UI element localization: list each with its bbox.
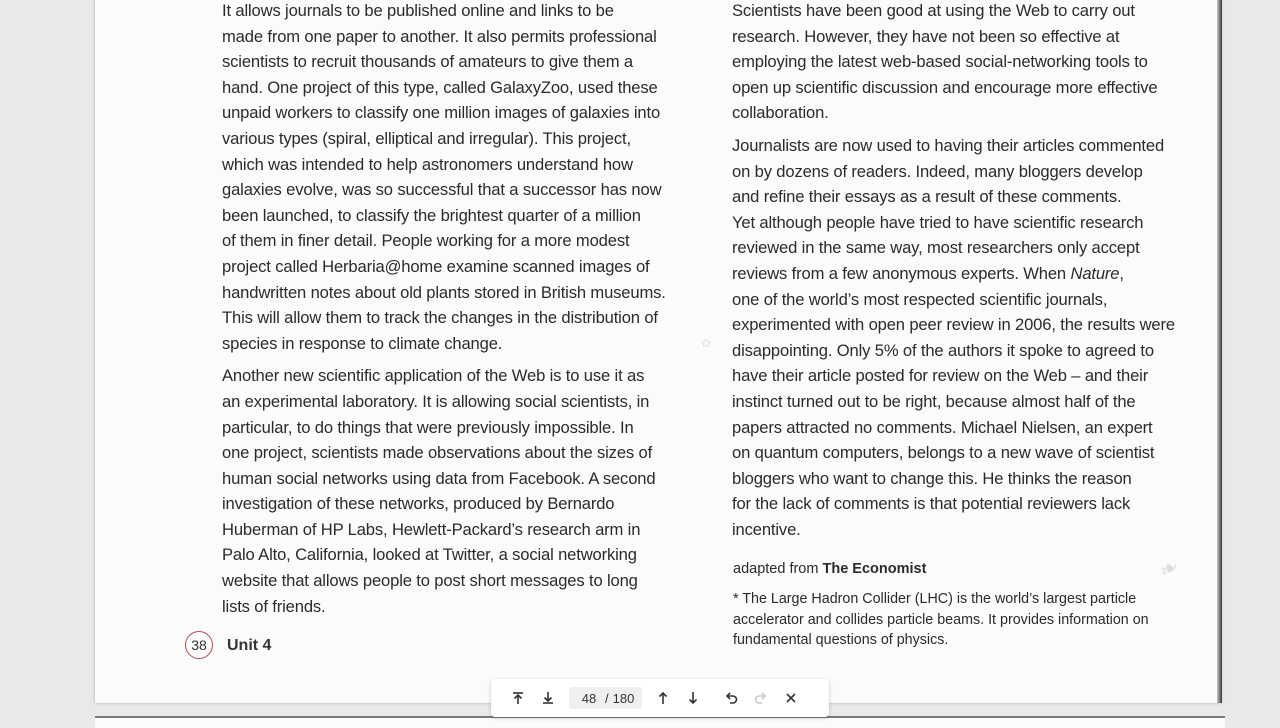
text-line: employing the latest web-based social-networking tools to [732, 52, 1148, 72]
text-line: hand. One project of this type, called GalaxyZoo, used these [222, 77, 658, 97]
scan-smudge: ❧ [1154, 553, 1184, 585]
previous-page-icon [656, 691, 670, 705]
text-line: of them in finer detail. People working for a more modest [222, 231, 630, 251]
text-line: human social networks using data from Facebook. A second [222, 468, 656, 488]
current-page-input[interactable] [577, 691, 601, 706]
scan-mark: ✩ [701, 336, 712, 350]
text-line: project called Herbaria@home examine scanned images of [222, 256, 650, 276]
journal-name-italic: Nature [1070, 263, 1120, 283]
text-line: galaxies evolve, was so successful that a successor has now [222, 180, 662, 200]
source-prefix: adapted from [733, 561, 823, 577]
text-line: various types (spiral, elliptical and irregular). This project, [222, 128, 631, 148]
text-line: and refine their essays as a result of these comments. [732, 187, 1122, 207]
text-line: Another new scientific application of the Web is to use it as [222, 366, 645, 386]
page-number-badge: 38 [185, 631, 213, 659]
text-line: incentive. [732, 519, 801, 539]
text-line: research. However, they have not been so effective at [732, 26, 1120, 46]
page-separator: / [605, 690, 609, 706]
text-line: investigation of these networks, produced by Bernardo [222, 494, 615, 514]
text-line: Palo Alto, California, looked at Twitter, a social networking [222, 545, 637, 565]
right-column [732, 0, 1187, 542]
pdf-viewer-toolbar [491, 679, 829, 717]
left-paragraph-1 [222, 0, 672, 356]
text-line: collaboration. [732, 103, 829, 123]
close-icon [784, 691, 798, 705]
unit-label: Unit 4 [227, 637, 272, 654]
text-line: on by dozens of readers. Indeed, many bloggers develop [732, 161, 1143, 181]
text-line: This will allow them to track the changes in the distribution of [222, 308, 658, 328]
first-page-icon [511, 691, 525, 705]
text-line: made from one paper to another. It also permits professional [222, 26, 657, 46]
text-line: handwritten notes about old plants stored in British museums. [222, 282, 666, 302]
text-line: on quantum computers, belongs to a new wave of scientist [732, 443, 1155, 463]
total-pages: 180 [612, 690, 635, 706]
rotate-clockwise-button[interactable] [746, 683, 776, 713]
rotate-counterclockwise-icon [724, 691, 738, 705]
text-line: an experimental laboratory. It is allowing social scientists, in [222, 391, 650, 411]
next-page-icon [686, 691, 700, 705]
last-page-icon [541, 691, 555, 705]
source-publication: The Economist [822, 561, 927, 577]
right-paragraph-1 [732, 0, 1187, 126]
text-line: one of the world’s most respected scientific journals, [732, 289, 1108, 309]
page-edge-shadow [1217, 0, 1222, 703]
left-paragraph-2 [222, 363, 672, 619]
text-line: reviews from a few anonymous experts. When [732, 263, 1071, 283]
text-line: which was intended to help astronomers understand how [222, 154, 633, 174]
text-line: Scientists have been good at using the Web to carry out [732, 1, 1135, 20]
text-line: papers attracted no comments. Michael Nielsen, an expert [732, 417, 1153, 437]
source-credit [733, 561, 926, 577]
footnote: * The Large Hadron Collider (LHC) is the world’s largest particle accelerator and collides particle beams. It provides information on fundamental questions of physics. [733, 591, 1149, 649]
next-page-button[interactable] [678, 683, 708, 713]
text-line: Yet although people have tried to have scientific research [732, 212, 1144, 232]
text-line: disappointing. Only 5% of the authors it spoke to agreed to [732, 340, 1154, 360]
text-line: species in response to climate change. [222, 333, 503, 353]
last-page-button[interactable] [533, 683, 563, 713]
text-fragment: , [1119, 263, 1124, 283]
text-line: Huberman of HP Labs, Hewlett-Packard’s research arm in [222, 519, 641, 539]
text-line: scientists to recruit thousands of amateurs to give them a [222, 52, 633, 72]
previous-page-button[interactable] [648, 683, 678, 713]
text-line: Journalists are now used to having their articles commented [732, 135, 1165, 155]
text-line: reviewed in the same way, most researchers only accept [732, 238, 1140, 258]
right-paragraph-2 [732, 133, 1187, 543]
text-line: been launched, to classify the brightest quarter of a million [222, 205, 641, 225]
next-page-edge [95, 716, 1225, 728]
left-column [222, 0, 672, 619]
text-line: one project, scientists made observations about the sizes of [222, 443, 653, 463]
text-line: for the lack of comments is that potential reviewers lack [732, 494, 1131, 514]
text-line: experimented with open peer review in 2006, the results were [732, 315, 1175, 335]
text-line: particular, to do things that were previously impossible. In [222, 417, 634, 437]
close-viewer-button[interactable] [776, 683, 806, 713]
rotate-counterclockwise-button[interactable] [716, 683, 746, 713]
text-line: open up scientific discussion and encourage more effective [732, 77, 1158, 97]
text-line: bloggers who want to change this. He thinks the reason [732, 468, 1132, 488]
text-line: unpaid workers to classify one million images of galaxies into [222, 103, 661, 123]
text-line: It allows journals to be published online and links to be [222, 1, 614, 20]
text-line: website that allows people to post short messages to long [222, 571, 638, 591]
first-page-button[interactable] [503, 683, 533, 713]
text-line: have their article posted for review on the Web – and their [732, 366, 1149, 386]
text-line: lists of friends. [222, 596, 326, 616]
rotate-clockwise-icon [754, 691, 768, 705]
page-indicator [569, 687, 642, 709]
text-line: instinct turned out to be right, because almost half of the [732, 391, 1136, 411]
